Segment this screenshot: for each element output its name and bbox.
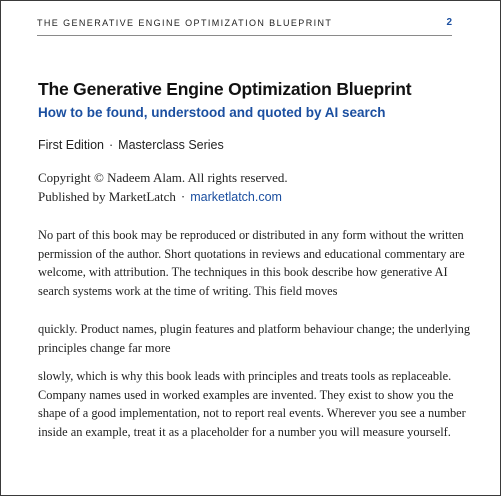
series-label: Masterclass Series — [118, 138, 224, 152]
running-header-title: THE GENERATIVE ENGINE OPTIMIZATION BLUEPRINT — [37, 18, 333, 28]
edition-line — [38, 137, 224, 153]
copyright-notice: Copyright © Nadeem Alam. All rights reserved. — [38, 170, 288, 185]
body-paragraph: quickly. Product names, plugin features and platform behaviour change; the underlying principles change far more — [38, 322, 471, 355]
body-paragraph: slowly, which is why this book leads with principles and treats tools as replaceable. Company names used in worked examples are invented. They exist to show you the shape of a good implementation, not to report real events. Wherever you see a number inside an example, treat it as a placeholder for a number you will measure yourself. — [38, 369, 466, 439]
edition-label: First Edition — [38, 138, 104, 152]
publisher-line — [38, 187, 288, 207]
book-subtitle: How to be found, understood and quoted by AI search — [38, 105, 386, 120]
publisher-name: Published by MarketLatch — [38, 189, 176, 204]
book-title: The Generative Engine Optimization Blueprint — [38, 79, 412, 99]
publisher-website-link[interactable]: marketlatch.com — [190, 190, 282, 204]
running-header — [37, 15, 452, 36]
copyright-block — [38, 168, 288, 207]
publisher-separator: · — [180, 189, 186, 204]
page-number: 2 — [446, 17, 452, 28]
edition-separator: · — [109, 138, 114, 152]
body-paragraph: No part of this book may be reproduced or distributed in any form without the written permission of the author. Short quotations in reviews and educational commentary are welcome, with attribution. The techniques in this book describe how generative AI search systems work at the time of writing. This field moves — [38, 228, 465, 298]
